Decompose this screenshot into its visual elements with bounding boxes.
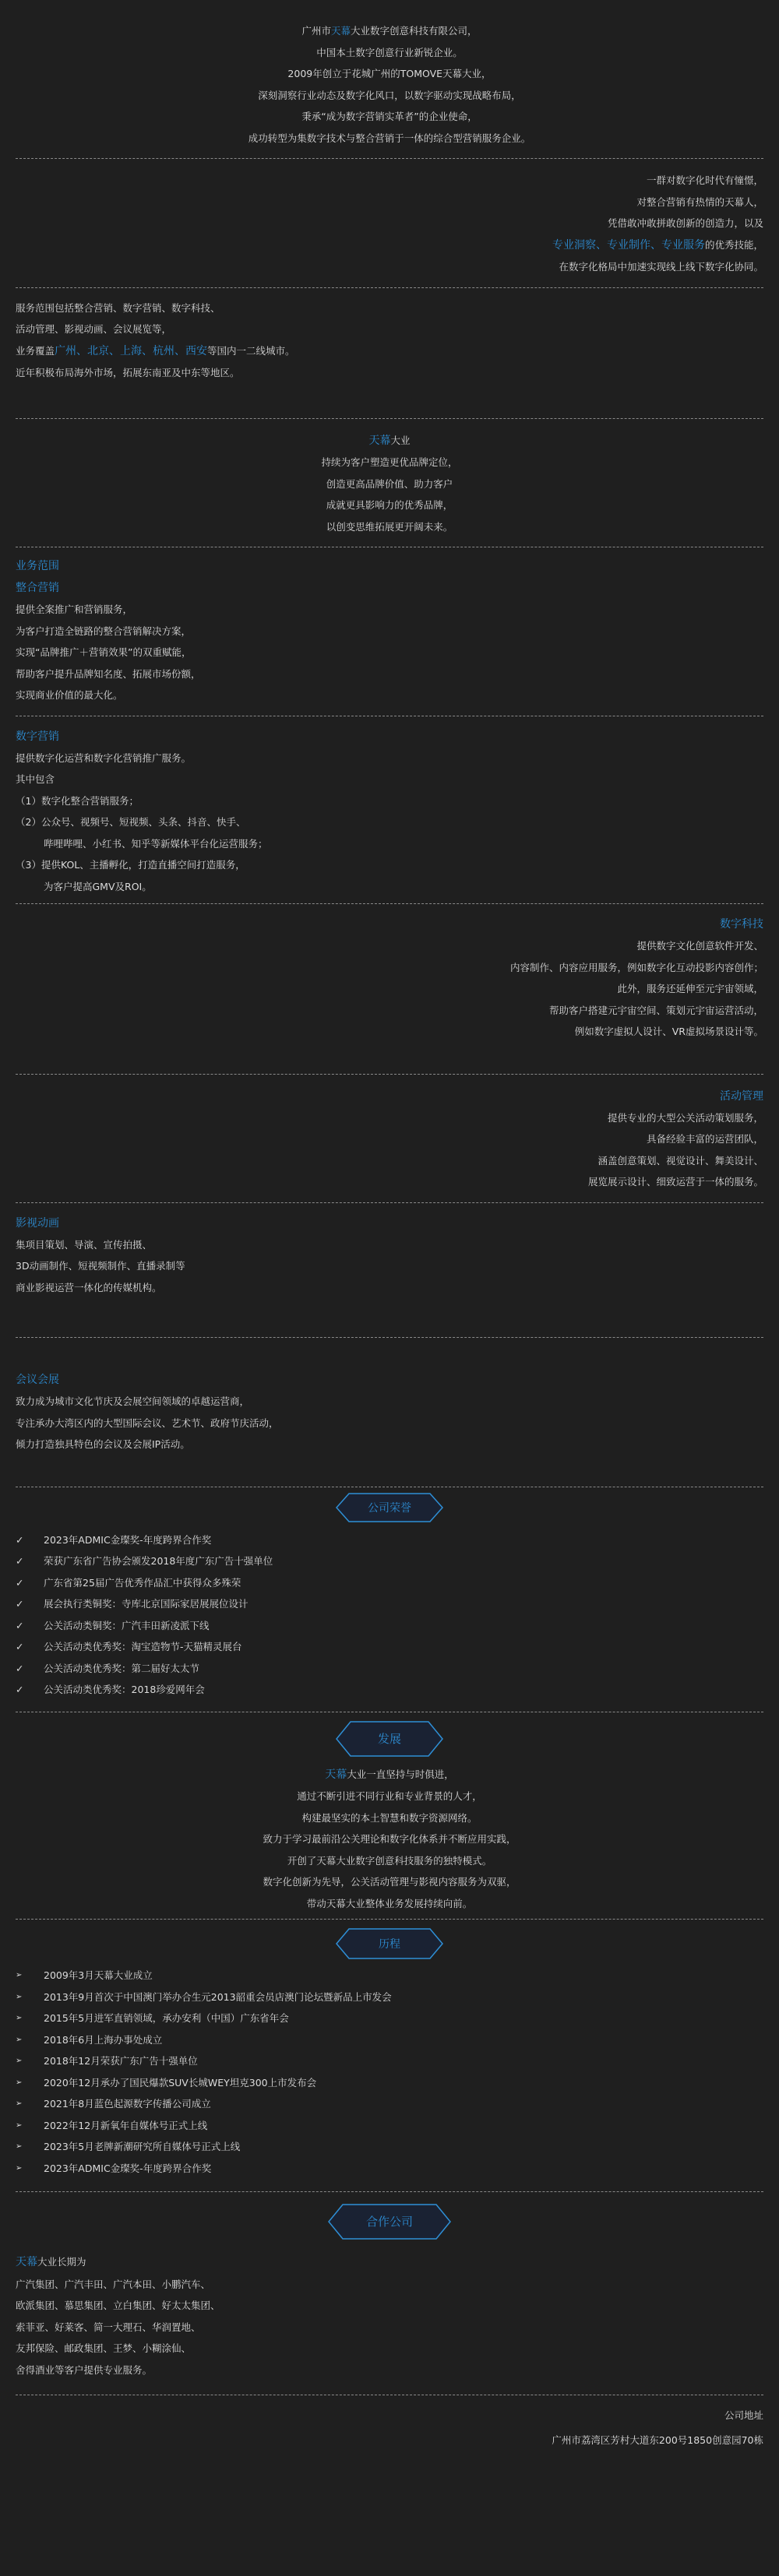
digital-tech-title: 数字科技 [720,918,763,931]
integrated-marketing-section [16,555,763,706]
integrated-line: 帮助客户提升品牌知名度、拓展市场份额， [16,667,201,680]
history-item [16,2072,763,2094]
development-text: 大业一直坚持与时俱进， [347,1768,454,1780]
honors-button[interactable] [16,1492,763,1523]
positioning-line-3: 成就更具影响力的优秀品牌， [326,499,453,511]
partners-button[interactable] [16,2203,763,2240]
divider [16,1337,763,1338]
honor-item [16,1593,763,1615]
history-item [16,2093,763,2115]
development-button-label: 发展 [377,1731,402,1746]
brand-highlight: 天幕 [330,25,351,37]
history-text: 2018年12月荣获广东广告十强单位 [44,2055,198,2067]
intro-line-5: 秉承“成为数字营销实革者”的企业使命， [301,111,478,122]
check-icon: ✓ [16,1576,24,1589]
divider [16,903,763,904]
development-line: 开创了天幕大业数字创意科技服务的独特模式。 [287,1854,492,1867]
positioning-line-2: 创造更高品牌价值、助力客户 [326,477,453,490]
history-text: 2020年12月承办了国民爆款SUV长城WEY坦克300上市发布会 [44,2076,317,2089]
conference-line: 专注承办大湾区内的大型国际会议、艺术节、政府节庆活动， [16,1416,279,1429]
coverage-text: 业务覆盖 [16,344,55,357]
history-text: 2023年ADMIC金璨奖-年度跨界合作奖 [44,2162,212,2174]
event-title: 活动管理 [720,1089,763,1103]
hexagon-frame [327,2203,452,2240]
digital-tech-line: 此外，服务还延伸至元宇宙领域， [617,983,763,994]
honor-item [16,1658,763,1680]
digital-marketing-title: 数字营销 [16,730,59,743]
history-text: 2021年8月蓝色起源数字传播公司成立 [44,2098,211,2110]
conference-section [16,1369,763,1455]
history-item [16,1987,763,2008]
divider [16,158,763,159]
positioning-section [16,430,763,538]
business-heading: 业务范围 [16,560,59,572]
honors-button-label: 公司荣誉 [368,1501,411,1515]
divider [16,2191,763,2192]
team-line-2: 对整合营销有热情的天幕人， [636,195,763,208]
event-line: 展览展示设计、细致运营于一体的服务。 [587,1176,763,1188]
divider [16,1074,763,1075]
partners-line: 广汽集团、广汽丰田、广汽本田、小鹏汽车、 [16,2278,211,2290]
integrated-marketing-title: 整合营销 [16,582,59,594]
positioning-line-4: 以创变思维拓展更开阔未来。 [326,520,453,533]
animation-title: 影视动画 [16,1216,59,1230]
check-icon: ✓ [16,1555,24,1567]
history-button[interactable] [16,1927,763,1960]
digital-marketing-line: 提供数字化运营和数字化营销推广服务。 [16,751,192,764]
hexagon-frame [335,1720,444,1758]
intro-text: 广州市 [301,25,331,37]
animation-line: 集项目策划、导演、宣传拍摄、 [16,1238,153,1251]
history-item [16,2029,763,2051]
history-text: 2015年5月进军直销领域，承办安利（中国）广东省年会 [44,2012,289,2024]
digital-marketing-item: （3）提供KOL、主播孵化，打造直播空间打造服务， [16,859,245,871]
history-item [16,2050,763,2072]
partners-button-label: 合作公司 [365,2215,414,2229]
integrated-line: 为客户打造全链路的整合营销解决方案， [16,625,192,637]
divider [16,418,763,419]
positioning-line-1: 持续为客户塑造更优品牌定位， [321,456,458,468]
partners-line [16,2251,763,2274]
partners-line: 友邦保险、邮政集团、王梦、小糊涂仙、 [16,2342,192,2354]
cities-highlight: 广州、北京、上海、杭州、西安 [55,344,208,357]
honor-text: 公关活动类优秀奖：2018珍爱网年会 [44,1684,205,1695]
team-line-3: 凭借敢冲敢拼敢创新的创造力，以及 [607,217,763,229]
honor-text: 展会执行类铜奖：寺库北京国际家居展展位设计 [44,1598,249,1610]
coverage-line-2: 活动管理、影视动画、会议展览等， [16,323,172,335]
team-section [16,170,763,278]
development-line: 通过不断引进不同行业和专业背景的人才， [297,1790,482,1802]
positioning-title [16,430,763,452]
digital-marketing-line: 其中包含 [16,773,55,785]
honor-item [16,1529,763,1551]
digital-tech-line: 例如数字虚拟人设计、VR虚拟场景设计等。 [574,1026,763,1037]
digital-tech-line: 提供数字文化创意软件开发、 [636,940,763,952]
development-button[interactable] [16,1720,763,1758]
history-text: 2023年5月老牌新潮研究所自媒体号正式上线 [44,2141,241,2152]
address-title: 公司地址 [724,2409,763,2421]
event-line: 涵盖创意策划、视觉设计、舞美设计、 [597,1154,763,1167]
check-icon: ✓ [16,1684,24,1695]
brand-highlight: 天幕 [325,1768,347,1781]
digital-marketing-item: 哔哩哔哩、小红书、知乎等新媒体平台化运营服务； [44,837,268,850]
honor-item [16,1572,763,1594]
partners-line: 欧派集团、慕思集团、立白集团、好太太集团、 [16,2300,220,2311]
history-item [16,1965,763,1987]
honors-list [16,1529,763,1701]
digital-tech-line: 内容制作、内容应用服务，例如数字化互动投影内容创作； [509,961,763,973]
page [16,0,763,2453]
honor-item [16,1550,763,1572]
animation-line: 3D动画制作、短视频制作、直播录制等 [16,1260,185,1272]
team-text: 的优秀技能， [704,238,763,251]
history-item [16,2008,763,2029]
history-button-label: 历程 [379,1938,400,1951]
honor-item [16,1679,763,1701]
check-icon: ✓ [16,1619,24,1631]
honor-text: 荣获广东省广告协会颁发2018年度广东广告十强单位 [44,1555,273,1567]
event-line: 具备经验丰富的运营团队， [646,1133,763,1145]
partners-section [16,2251,763,2381]
divider [16,1202,763,1203]
development-line [16,1764,763,1786]
honor-text: 公关活动类优秀奖：淘宝造物节-天猫精灵展台 [44,1641,242,1652]
coverage-text: 等国内一二线城市。 [207,344,295,357]
intro-section [16,20,763,149]
intro-line-1 [16,20,763,42]
arrow-bullet-icon: ➢ [16,2078,23,2087]
conference-line: 倾力打造独具特色的会议及会展IP活动。 [16,1438,190,1450]
integrated-line: 提供全案推广和营销服务， [16,604,133,615]
check-icon: ✓ [16,1662,24,1674]
animation-line: 商业影视运营一体化的传媒机构。 [16,1281,162,1293]
arrow-bullet-icon: ➢ [16,2163,23,2173]
team-line-4 [16,234,763,257]
check-icon: ✓ [16,1641,24,1652]
coverage-line-4: 近年积极布局海外市场，拓展东南亚及中东等地区。 [16,367,240,378]
intro-line-2: 中国本土数字创意行业新锐企业。 [316,46,463,58]
history-list [16,1965,763,2179]
history-item [16,2136,763,2158]
history-text: 2009年3月天幕大业成立 [44,1969,153,1981]
partners-line: 舍得酒业等客户提供专业服务。 [16,2363,153,2376]
skills-highlight: 专业洞察、专业制作、专业服务 [552,238,705,252]
integrated-line: 实现“品牌推广＋营销效果”的双重赋能， [16,646,192,658]
intro-line-4: 深刻洞察行业动态及数字化风口，以数字驱动实现战略布局， [258,89,521,101]
history-text: 2022年12月新氧年自媒体号正式上线 [44,2119,208,2131]
positioning-text: 大业 [390,434,411,446]
brand-highlight: 天幕 [16,2256,37,2268]
honor-item [16,1636,763,1658]
history-text: 2013年9月首次于中国澳门举办合生元2013韶重会员店澳门论坛暨新品上市发会 [44,1990,392,2003]
digital-tech-section [16,913,763,1043]
arrow-bullet-icon: ➢ [16,2142,23,2151]
development-line: 数字化创新为先导，公关活动管理与影视内容服务为双驱， [263,1876,516,1888]
digital-tech-line: 帮助客户搭建元宇宙空间、策划元宇宙运营活动， [548,1004,763,1016]
intro-line-6: 成功转型为集数字技术与整合营销于一体的综合型营销服务企业。 [248,132,531,144]
arrow-bullet-icon: ➢ [16,2057,23,2065]
conference-line: 致力成为城市文化节庆及会展空间领域的卓越运营商， [16,1395,250,1407]
history-text: 2018年6月上海办事处成立 [44,2033,163,2046]
development-line: 致力于学习最前沿公关理论和数字化体系并不断应用实践， [263,1833,516,1845]
digital-marketing-section [16,726,763,898]
honor-text: 公关活动类优秀奖：第二届好太太节 [44,1662,200,1674]
partners-line: 索菲亚、好莱客、简一大理石、华润置地、 [16,2321,201,2333]
digital-marketing-item: 为客户提高GMV及ROI。 [44,880,152,892]
arrow-bullet-icon: ➢ [16,1971,23,1980]
conference-title: 会议会展 [16,1374,59,1386]
digital-marketing-item: （2）公众号、视频号、短视频、头条、抖音、快手、 [16,816,246,828]
development-line: 带动天幕大业整体业务发展持续向前。 [306,1897,473,1909]
development-line: 构建最坚实的本土智慧和数字资源网络。 [301,1811,478,1824]
digital-marketing-item: （1）数字化整合营销服务； [16,794,139,807]
partners-text: 大业长期为 [37,2256,86,2268]
arrow-bullet-icon: ➢ [16,2035,23,2044]
hexagon-frame [335,1927,444,1960]
divider [16,1919,763,1920]
arrow-bullet-icon: ➢ [16,2120,23,2130]
check-icon: ✓ [16,1598,24,1610]
honor-item [16,1615,763,1637]
address-section [16,2403,763,2453]
team-line-5: 在数字化格局中加速实现线上线下数字化协同。 [559,261,763,273]
integrated-line: 实现商业价值的最大化。 [16,689,123,701]
divider [16,287,763,288]
check-icon: ✓ [16,1533,24,1546]
history-item [16,2158,763,2180]
honor-text: 广东省第25届广告优秀作品汇中获得众多殊荣 [44,1576,241,1589]
intro-text: 大业数字创意科技有限公司， [351,25,478,37]
arrow-bullet-icon: ➢ [16,2099,23,2108]
animation-section [16,1212,763,1299]
development-section [16,1764,763,1915]
coverage-section [16,297,763,384]
event-line: 提供专业的大型公关活动策划服务， [607,1111,763,1124]
address-value: 广州市荔湾区芳村大道东200号1850创意园70栋 [552,2434,763,2446]
arrow-bullet-icon: ➢ [16,2014,23,2022]
arrow-bullet-icon: ➢ [16,1992,23,2001]
honor-text: 2023年ADMIC金璨奖-年度跨界合作奖 [44,1533,212,1546]
history-item [16,2115,763,2137]
coverage-line-3 [16,340,763,363]
intro-line-3: 2009年创立于花城广州的TOMOVE天幕大业， [287,68,492,79]
honor-text: 公关活动类铜奖：广汽丰田新凌派下线 [44,1619,210,1631]
coverage-line-1: 服务范围包括整合营销、数字营销、数字科技、 [16,301,220,314]
event-section [16,1086,763,1193]
team-line-1: 一群对数字化时代有憧憬， [646,174,763,186]
brand-highlight: 天幕 [368,434,391,447]
hexagon-frame [335,1492,444,1523]
